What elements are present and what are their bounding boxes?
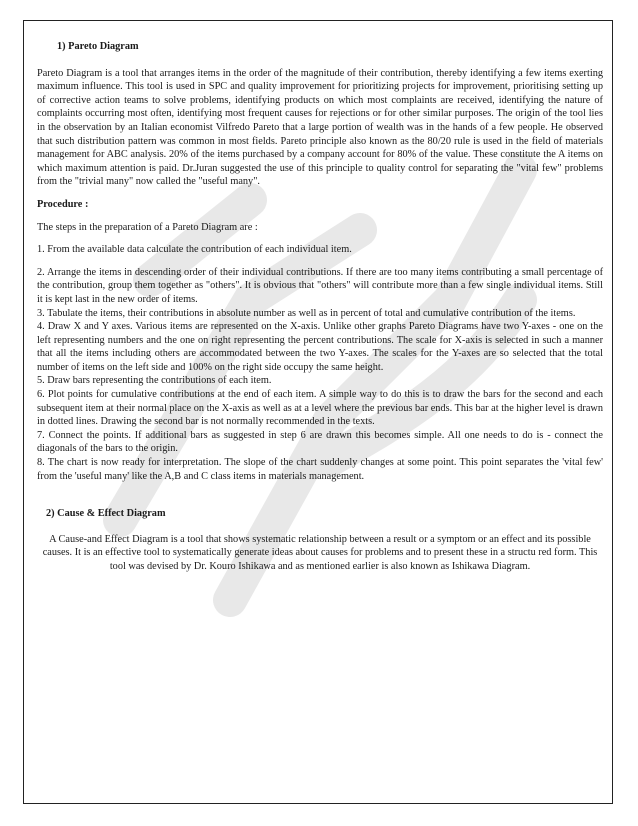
step-7: 7. Connect the points. If additional bars as suggested in step 6 are drawn this becomes simple. All one needs to do is - connect the diagonals of the bars to the origin.	[37, 429, 603, 455]
step-4: 4. Draw X and Y axes. Various items are represented on the X-axis. Unlike other graphs Pareto Diagrams have two Y-axes - one on the left representing numbers and the one on right representing the percent contributions. The scale for X-axis is selected in such a manner that all the items including others are accommodated between the two Y-axes. The scales for the Y-axes are so selected that the total number of items on the left side and 100% on the right side occupy the same height.	[37, 321, 603, 373]
step-2: 2. Arrange the items in descending order of their individual contributions. If there are too many items contributing a small percentage of the contribution, group them together as "others". It is obvious that "others" will contribute more than a few single individual items. Still it is kept last in the new order of items.	[37, 266, 603, 305]
paragraph-cause-effect: A Cause-and Effect Diagram is a tool that shows systematic relationship between a result or a symptom or an effect and its possible causes. It is an effective tool to systematically generate ideas about causes for problems and to present these in a structu red form. This tool was devised by Dr. Kouro Ishikawa and as mentioned earlier is also known as Ishikawa Diagram.	[42, 533, 598, 572]
steps-intro: The steps in the preparation of a Pareto Diagram are :	[37, 221, 258, 233]
section-heading-pareto: 1) Pareto Diagram	[57, 41, 139, 52]
document-body	[37, 40, 603, 574]
procedure-heading: Procedure :	[37, 198, 89, 210]
step-1: 1. From the available data calculate the contribution of each individual item.	[37, 244, 352, 256]
step-3: 3. Tabulate the items, their contributions in absolute number as well as in percent of total and cumulative contribution of the items.	[37, 307, 576, 319]
step-5: 5. Draw bars representing the contributions of each item.	[37, 375, 272, 387]
step-6: 6. Plot points for cumulative contributions at the end of each item. A simple way to do this is to draw the bars for the second and each subsequent item at their normal place on the X-axis as well as at a level where the previous bar ends. This bar at the higher level is drawn in dotted lines. Drawing the second bar is not normally recommended in the texts.	[37, 389, 603, 428]
step-8: 8. The chart is now ready for interpretation. The slope of the chart suddenly changes at some point. This point separates the 'vital few' from the 'useful many' like the A,B and C class items in materials management.	[37, 457, 603, 482]
paragraph-pareto-intro: Pareto Diagram is a tool that arranges items in the order of the magnitude of their contribution, thereby identifying a few items exerting maximum influence. This tool is used in SPC and quality improvement for prioritizing projects for improvement, prioritising setting up of corrective action teams to solve problems, identifying products on which most complaints are received, identifying the nature of complaints occurring most often, identifying most frequent causes for rejections or for other similar purposes. The origin of the tool lies in the observation by an Italian economist Vilfredo Pareto that a large portion of wealth was in the hands of a few people. He observed that such distribution pattern was common in most fields. Pareto principle also known as the 80/20 rule is used in the field of materials management for ABC analysis. 20% of the items purchased by a company account for 80% of the value. These constitute the A items on which maximum attention is paid. Dr.Juran suggested the use of this principle to quality control for separating the "vital few" problems from the "trivial many" now called the "useful many".	[37, 67, 603, 188]
section-heading-cause-effect: 2) Cause & Effect Diagram	[46, 508, 166, 520]
